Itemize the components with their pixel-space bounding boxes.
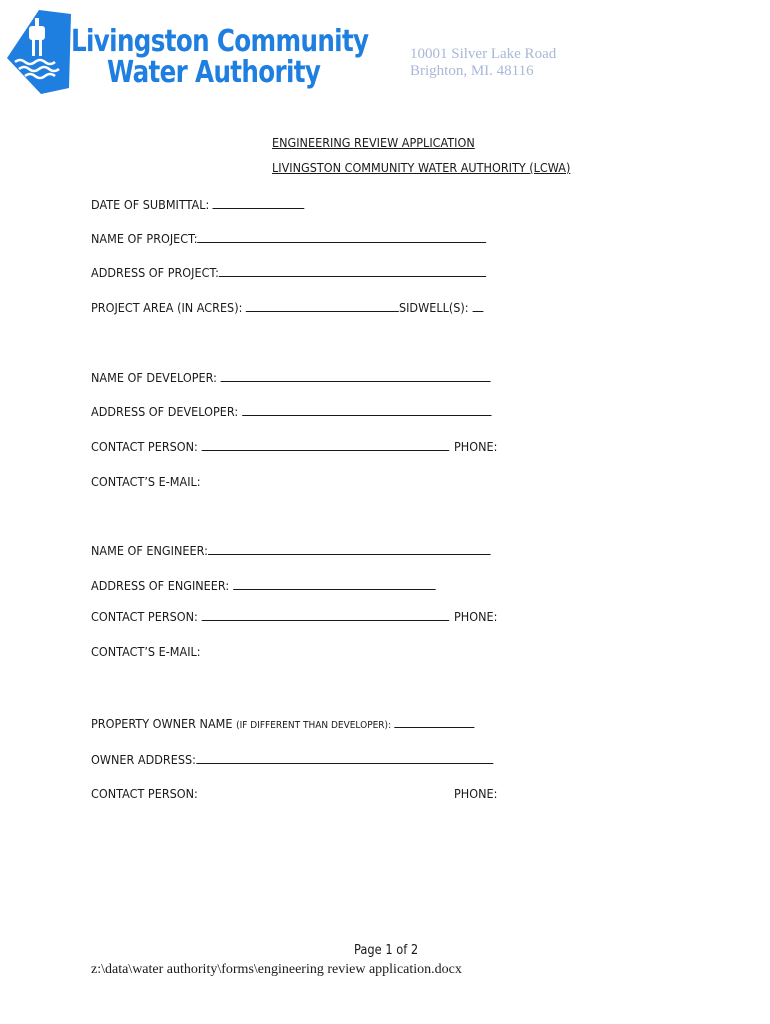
address-of-project-row: [91, 265, 486, 280]
page-number: Page 1 of 2: [354, 943, 419, 958]
name-of-engineer-label: NAME OF ENGINEER:: [91, 543, 208, 558]
address-of-project-label: ADDRESS OF PROJECT:: [91, 265, 219, 280]
name-of-engineer-row: [91, 543, 490, 558]
owner-address-row: [91, 752, 493, 767]
sidwell-label: SIDWELL(S):: [398, 300, 469, 315]
engineer-contact-row: [91, 609, 449, 624]
developer-phone-label: PHONE:: [454, 439, 498, 454]
owner-phone-label: PHONE:: [454, 786, 498, 801]
developer-contact-label: CONTACT PERSON:: [91, 439, 198, 454]
engineer-email-row: [91, 644, 201, 659]
name-of-project-label: NAME OF PROJECT:: [91, 231, 198, 246]
name-of-developer-row: [91, 370, 490, 385]
name-of-project-field[interactable]: [198, 231, 487, 243]
developer-email-label: CONTACT’S E-MAIL:: [91, 474, 201, 489]
developer-contact-field[interactable]: [201, 439, 449, 451]
address-of-engineer-row: [91, 578, 435, 593]
owner-contact-row: [91, 786, 198, 801]
engineer-phone-label: PHONE:: [454, 609, 498, 624]
address-of-engineer-label: ADDRESS OF ENGINEER:: [91, 578, 230, 593]
owner-address-field[interactable]: [196, 752, 493, 764]
name-of-developer-label: NAME OF DEVELOPER:: [91, 370, 217, 385]
address-of-engineer-field[interactable]: [233, 578, 436, 590]
property-owner-row: [91, 716, 475, 731]
engineer-contact-label: CONTACT PERSON:: [91, 609, 198, 624]
authority-address: [410, 46, 556, 80]
file-path: z:\data\water authority\forms\engineering review application.docx: [91, 962, 462, 977]
engineer-contact-field[interactable]: [201, 609, 449, 621]
form-subtitle: LIVINGSTON COMMUNITY WATER AUTHORITY (LCWA): [272, 160, 571, 175]
sidwell-field[interactable]: [472, 300, 483, 312]
project-area-field[interactable]: [246, 300, 399, 312]
developer-email-row: [91, 474, 201, 489]
form-title: ENGINEERING REVIEW APPLICATION: [272, 135, 475, 150]
logo-text-line1: Livingston Community: [71, 24, 369, 59]
owner-contact-label: CONTACT PERSON:: [91, 786, 198, 801]
project-area-row: [91, 300, 483, 315]
date-of-submittal-label: DATE OF SUBMITTAL:: [91, 197, 210, 212]
address-city: Brighton, MI. 48116: [410, 63, 534, 79]
owner-address-label: OWNER ADDRESS:: [91, 752, 196, 767]
engineer-email-label: CONTACT’S E-MAIL:: [91, 644, 201, 659]
address-street: 10001 Silver Lake Road: [410, 46, 557, 62]
name-of-developer-field[interactable]: [220, 370, 490, 382]
date-of-submittal-row: [91, 197, 305, 212]
lcwa-logo: [5, 8, 369, 98]
property-owner-field[interactable]: [395, 716, 475, 728]
address-of-developer-label: ADDRESS OF DEVELOPER:: [91, 404, 239, 419]
address-of-developer-field[interactable]: [242, 404, 491, 416]
date-of-submittal-field[interactable]: [213, 197, 305, 209]
address-of-project-field[interactable]: [219, 265, 486, 277]
address-of-developer-row: [91, 404, 491, 419]
name-of-engineer-field[interactable]: [208, 543, 491, 555]
logo-text-line2: Water Authority: [107, 55, 321, 90]
property-owner-label: PROPERTY OWNER NAME: [91, 716, 233, 731]
property-owner-note: (IF DIFFERENT THAN DEVELOPER):: [236, 720, 392, 731]
project-area-label: PROJECT AREA (IN ACRES):: [91, 300, 243, 315]
developer-contact-row: [91, 439, 449, 454]
water-tower-waves-icon: [5, 8, 75, 98]
name-of-project-row: [91, 231, 486, 246]
